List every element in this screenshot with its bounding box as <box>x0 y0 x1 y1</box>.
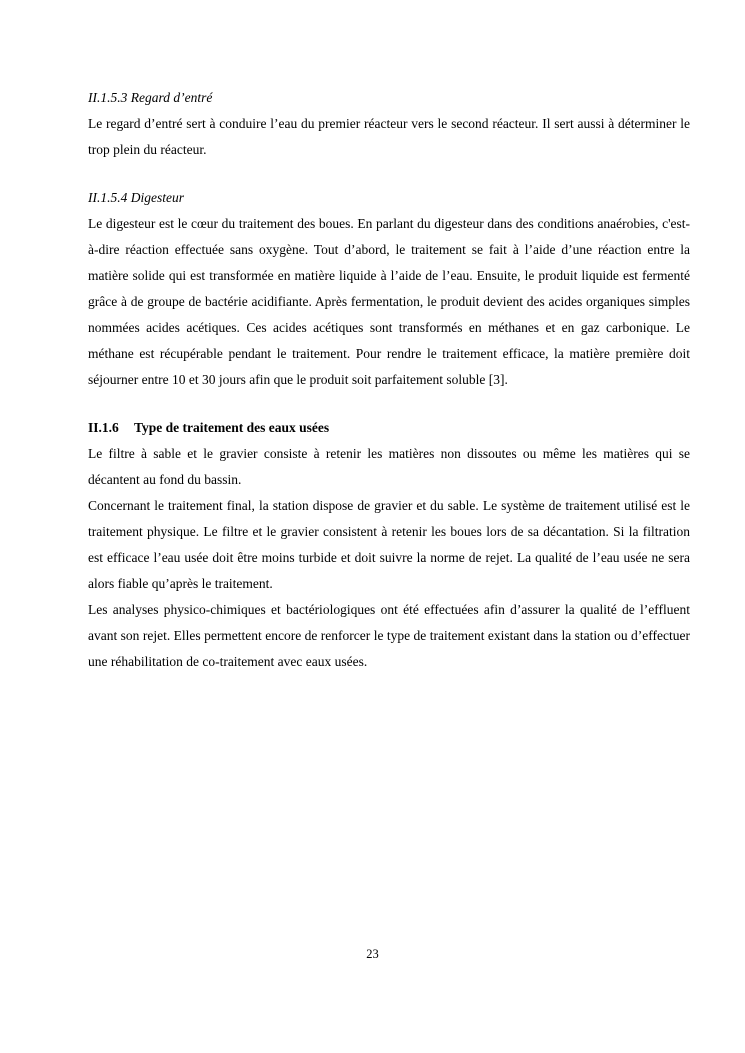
paragraph: Le filtre à sable et le gravier consiste à retenir les matières non dissoutes ou même les matières qui se décantent au fond du bassin. <box>88 446 690 487</box>
spacer <box>88 163 690 185</box>
section-heading: II.1.5.3 Regard d’entré <box>88 90 213 105</box>
paragraph: Le regard d’entré sert à conduire l’eau du premier réacteur vers le second réacteur. Il sert aussi à déterminer le trop plein du réacteur. <box>88 116 690 157</box>
spacer <box>88 393 690 415</box>
paragraph: Concernant le traitement final, la station dispose de gravier et du sable. Le système de traitement utilisé est le traitement physique. Le filtre et le gravier consistent à retenir les boues lors de sa décantation. Si la filtration est efficace l’eau usée doit être moins turbide et doit suivre la norme de rejet. La qualité de l’eau usée ne sera alors fiable qu’après le traitement. <box>88 498 690 591</box>
section-heading: II.1.5.4 Digesteur <box>88 190 184 205</box>
section-number: II.1.6 <box>88 420 119 435</box>
paragraph: Le digesteur est le cœur du traitement des boues. En parlant du digesteur dans des conditions anaérobies, c'est-à-dire réaction effectuée sans oxygène. Tout d’abord, le traitement se fait à l’aide d’une réaction entre la matière solide qui est transformée en matière liquide à l’aide de l’eau. Ensuite, le produit liquide est fermenté grâce à de groupe de bactérie acidifiante. Après fermentation, le produit devient des acides organiques simples nommées acides acétiques. Ces acides acétiques sont transformés en méthanes et en gaz carbonique. Le méthane est récupérable pendant le traitement. Pour rendre le traitement efficace, la matière première doit séjourner entre 10 et 30 jours afin que le produit soit parfaitement soluble [3]. <box>88 216 690 387</box>
page-content <box>88 85 690 675</box>
section-type-traitement <box>88 415 690 675</box>
section-title: Type de traitement des eaux usées <box>134 420 330 435</box>
paragraph: Les analyses physico-chimiques et bactériologiques ont été effectuées afin d’assurer la qualité de l’effluent avant son rejet. Elles permettent encore de renforcer le type de traitement existant dans la station ou d’effectuer une réhabilitation de co-traitement avec eaux usées. <box>88 602 690 669</box>
section-digesteur <box>88 185 690 393</box>
page-number: 23 <box>366 947 379 961</box>
section-heading <box>88 415 690 441</box>
section-regard-entre <box>88 85 690 163</box>
